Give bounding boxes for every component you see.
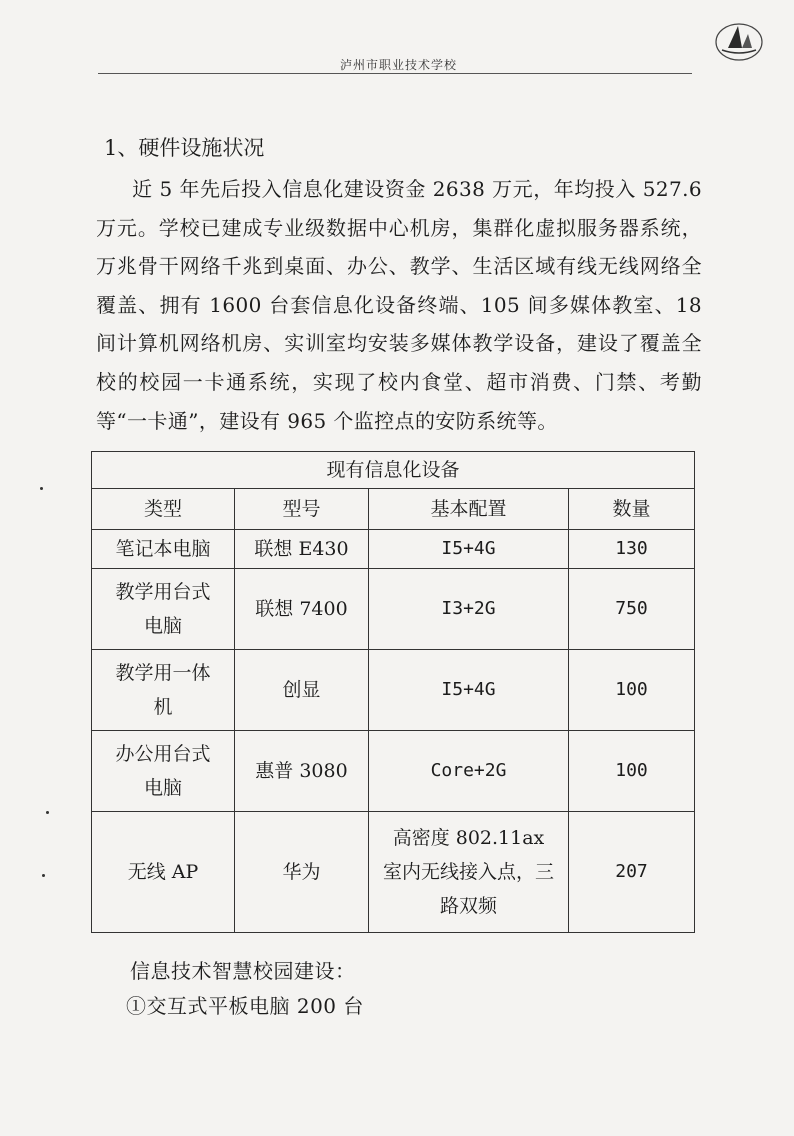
cell-type: 笔记本电脑	[92, 530, 235, 569]
header-qty: 数量	[569, 489, 695, 530]
header-config: 基本配置	[369, 489, 569, 530]
cell-type: 教学用台式电脑	[92, 569, 235, 650]
scan-speck	[40, 487, 43, 490]
scan-speck	[46, 811, 49, 814]
table-row	[92, 812, 695, 933]
cell-model: 联想 E430	[235, 530, 369, 569]
table-row	[92, 731, 695, 812]
table-row	[92, 530, 695, 569]
school-logo-icon	[714, 18, 764, 62]
cell-qty: 100	[569, 731, 695, 812]
cell-type: 无线 AP	[92, 812, 235, 933]
footer-line-1: 信息技术智慧校园建设：	[130, 959, 356, 983]
cell-model: 华为	[235, 812, 369, 933]
header-school-name: 泸州市职业技术学校	[340, 58, 458, 72]
scan-speck	[42, 874, 45, 877]
cell-config: I5+4G	[369, 530, 569, 569]
cell-config: Core+2G	[369, 731, 569, 812]
paragraph-text: 近 5 年先后投入信息化建设资金 2638 万元，年均投入 527.6 万元。学校已建成专业级数据中心机房，集群化虚拟服务器系统，万兆骨干网络千兆到桌面、办公、教学、生活区域有线无线网络全覆盖、拥有 1600 台套信息化设备终端、105 间多媒体教室、18 间计算机网络机房、实训室均安装多媒体教学设备，建设了覆盖全校的校园一卡通系统，实现了校内食堂、超市消费、门禁、考勤等“一卡通”，建设有 965 个监控点的安防系统等。	[96, 177, 702, 433]
section-paragraph	[96, 170, 702, 440]
cell-model: 创显	[235, 650, 369, 731]
cell-config: I3+2G	[369, 569, 569, 650]
cell-type: 教学用一体机	[92, 650, 235, 731]
table-row	[92, 569, 695, 650]
table-row	[92, 650, 695, 731]
cell-qty: 130	[569, 530, 695, 569]
table-caption: 现有信息化设备	[92, 452, 695, 489]
cell-type: 办公用台式电脑	[92, 731, 235, 812]
header-divider	[98, 73, 692, 74]
header-type: 类型	[92, 489, 235, 530]
cell-qty: 207	[569, 812, 695, 933]
equipment-table	[91, 451, 695, 933]
cell-model: 惠普 3080	[235, 731, 369, 812]
cell-qty: 100	[569, 650, 695, 731]
footer-line-2: ①交互式平板电脑 200 台	[126, 994, 364, 1018]
section-heading: 1、硬件设施状况	[104, 136, 265, 160]
cell-model: 联想 7400	[235, 569, 369, 650]
cell-config: 高密度 802.11ax 室内无线接入点，三路双频	[369, 812, 569, 933]
header-model: 型号	[235, 489, 369, 530]
cell-config: I5+4G	[369, 650, 569, 731]
cell-qty: 750	[569, 569, 695, 650]
